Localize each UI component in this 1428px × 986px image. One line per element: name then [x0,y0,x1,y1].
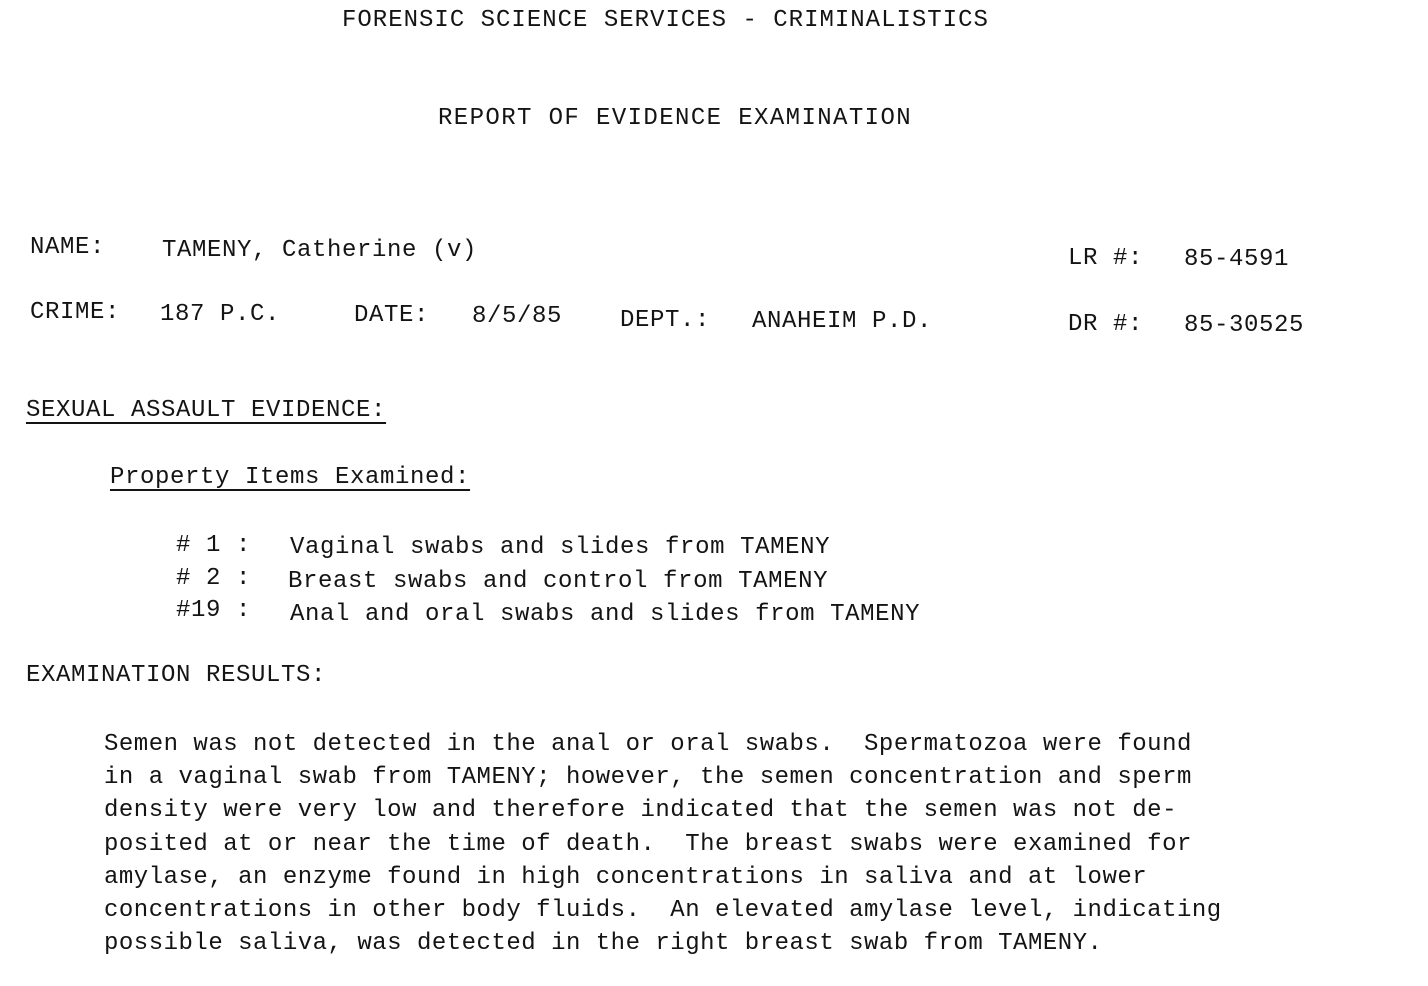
evidence-section-title: SEXUAL ASSAULT EVIDENCE: [26,397,387,424]
crime-value: 187 P.C. [160,301,281,328]
name-label: NAME: [30,234,106,261]
results-line: concentrations in other body fluids. An elevated amylase level, indicating [104,897,1222,925]
results-line: density were very low and therefore indicated that the semen was not de- [104,797,1177,825]
item-number: #19 : [176,597,252,624]
report-title: REPORT OF EVIDENCE EXAMINATION [438,105,913,132]
results-line: amylase, an enzyme found in high concentrations in saliva and at lower [104,863,1148,891]
property-items-title: Property Items Examined: [110,464,471,491]
lr-label: LR #: [1068,245,1144,272]
results-section-title: EXAMINATION RESULTS: [26,662,327,689]
lr-value: 85-4591 [1184,246,1290,273]
dr-value: 85-30525 [1184,312,1305,339]
dr-label: DR #: [1068,311,1144,338]
item-number: # 2 : [176,565,252,592]
date-label: DATE: [354,302,430,329]
results-paragraph [104,728,1344,960]
item-description: Anal and oral swabs and slides from TAMENY [290,601,921,628]
results-line: in a vaginal swab from TAMENY; however, the semen concentration and sperm [104,764,1192,792]
dept-label: DEPT.: [620,307,711,334]
name-value: TAMENY, Catherine (v) [162,237,478,264]
dept-value: ANAHEIM P.D. [752,308,933,335]
results-line: posited at or near the time of death. The breast swabs were examined for [104,830,1192,858]
item-description: Breast swabs and control from TAMENY [288,568,829,595]
date-value: 8/5/85 [472,303,563,330]
item-description: Vaginal swabs and slides from TAMENY [290,534,831,561]
results-line: Semen was not detected in the anal or oral swabs. Spermatozoa were found [104,731,1192,758]
crime-label: CRIME: [30,299,121,326]
agency-header: FORENSIC SCIENCE SERVICES - CRIMINALISTICS [342,7,989,34]
results-line: possible saliva, was detected in the right breast swab from TAMENY. [104,930,1103,958]
item-number: # 1 : [176,532,252,559]
